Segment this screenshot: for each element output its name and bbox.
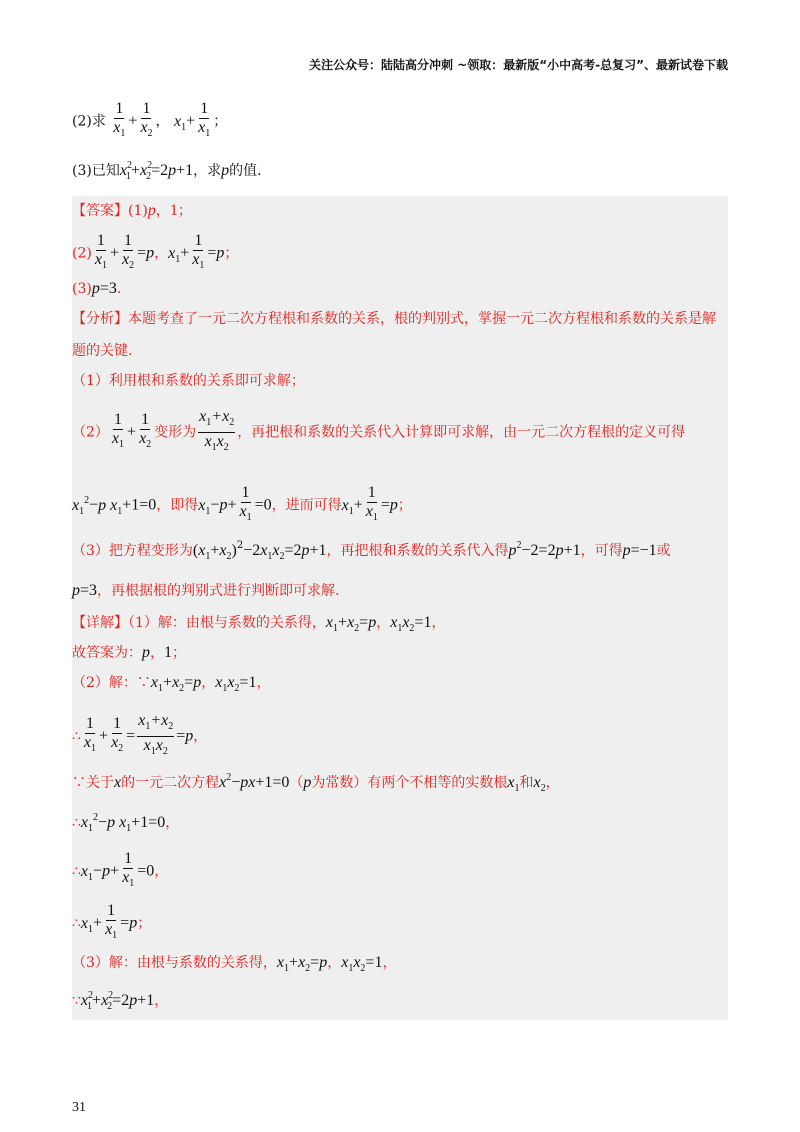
page-header: 关注公众号：陆陆高分冲刺 ~领取：最新版“小中高考-总复习”、最新试卷下载 bbox=[309, 58, 728, 72]
detail-step-2-sum: ∴ $\frac{1}{x_1}$ + $\frac{1}{x_2}$ = $\frac{x_1+x_2}{x_1x_2}$ =p， bbox=[72, 712, 208, 757]
analysis-step-2-cont: $x_1^2-p$ $x_1+1=0$，即得$x_1-p+$ $\frac{1}{x_1}$ =0，进而可得$x_1+$ $\frac{1}{x_1}$ =p； bbox=[72, 484, 412, 523]
answer-line-3: (3)p=3. bbox=[72, 280, 122, 297]
question-3: (3)已知$x^2_1+x^2_2=2p+1$，求p的值. bbox=[72, 160, 262, 182]
question-2-label: (2)求 bbox=[72, 113, 106, 130]
detail-answer-1: 故答案为：p，1； bbox=[72, 644, 186, 661]
answer-tag: 【答案】 bbox=[72, 203, 128, 219]
page-number: 31 bbox=[72, 1100, 86, 1115]
detail-step-2-eq1: $\therefore x_1^2-p$ $x_1+1=0$， bbox=[72, 812, 180, 834]
detail-tag: 【详解】 bbox=[72, 615, 128, 631]
question-2: (2)求 $\frac{1}{x_1}$ + $\frac{1}{x_2}$ ， $x_1+$ $\frac{1}{x_1}$ ； bbox=[72, 100, 228, 139]
analysis-step-2: （2） $\frac{1}{x_1}$ + $\frac{1}{x_2}$ 变形为 $\frac{x_1+x_2}{x_1x_2}$ ，再把根和系数的关系代入计算即可求解，由一元二次方程根的定义可得 bbox=[72, 408, 686, 453]
analysis-step-1: （1）利用根和系数的关系即可求解； bbox=[72, 373, 305, 389]
analysis-tag: 【分析】 bbox=[72, 311, 128, 327]
analysis-intro-2: 题的关键. bbox=[72, 343, 133, 359]
answer-line-2: (2) $\frac{1}{x_1}$ + $\frac{1}{x_2}$ =p，$x_1+$ $\frac{1}{x_1}$ =p； bbox=[72, 232, 239, 271]
analysis-step-3: （3）把方程变形为$(x_1+x_2)^2-2x_1x_2=2p+1$，再把根和系数的关系代入得$p^2-2=2p+1$，可得p=−1或 bbox=[72, 540, 671, 562]
detail-step-2-condition: ∵关于x的一元二次方程$x^2-px+1=0(p$为常数）有两个不相等的实数根$x_1$和$x_2$， bbox=[72, 772, 560, 794]
answer-line-1: 【答案】(1)p，1； bbox=[72, 202, 192, 219]
detail-step-2: （2）解：$\because x_1+x_2=p$，$x_1x_2=1$， bbox=[72, 674, 271, 694]
detail-step-1: 【详解】（1）解：由根与系数的关系得，$x_1+x_2=p$，$x_1x_2=1$， bbox=[72, 614, 446, 634]
analysis-intro-1: 【分析】本题考查了一元二次方程根和系数的关系，根的判别式，掌握一元二次方程根和系数的关系是解 bbox=[72, 311, 716, 327]
question-3-label: (3)已知 bbox=[72, 163, 120, 179]
detail-step-3-given: $\because x^2_1+x^2_2=2p+1$， bbox=[72, 990, 169, 1012]
detail-step-3: （3）解：由根与系数的关系得，$x_1+x_2=p$，$x_1x_2=1$， bbox=[72, 954, 397, 974]
detail-step-2-result: $\therefore x_1+$ $\frac{1}{x_1}$ =p； bbox=[72, 902, 152, 941]
analysis-step-3-cont: p=3，再根据根的判别式进行判断即可求解. bbox=[72, 582, 340, 599]
detail-step-2-eq2: $\therefore x_1-p+$ $\frac{1}{x_1}$ =0， bbox=[72, 850, 169, 889]
